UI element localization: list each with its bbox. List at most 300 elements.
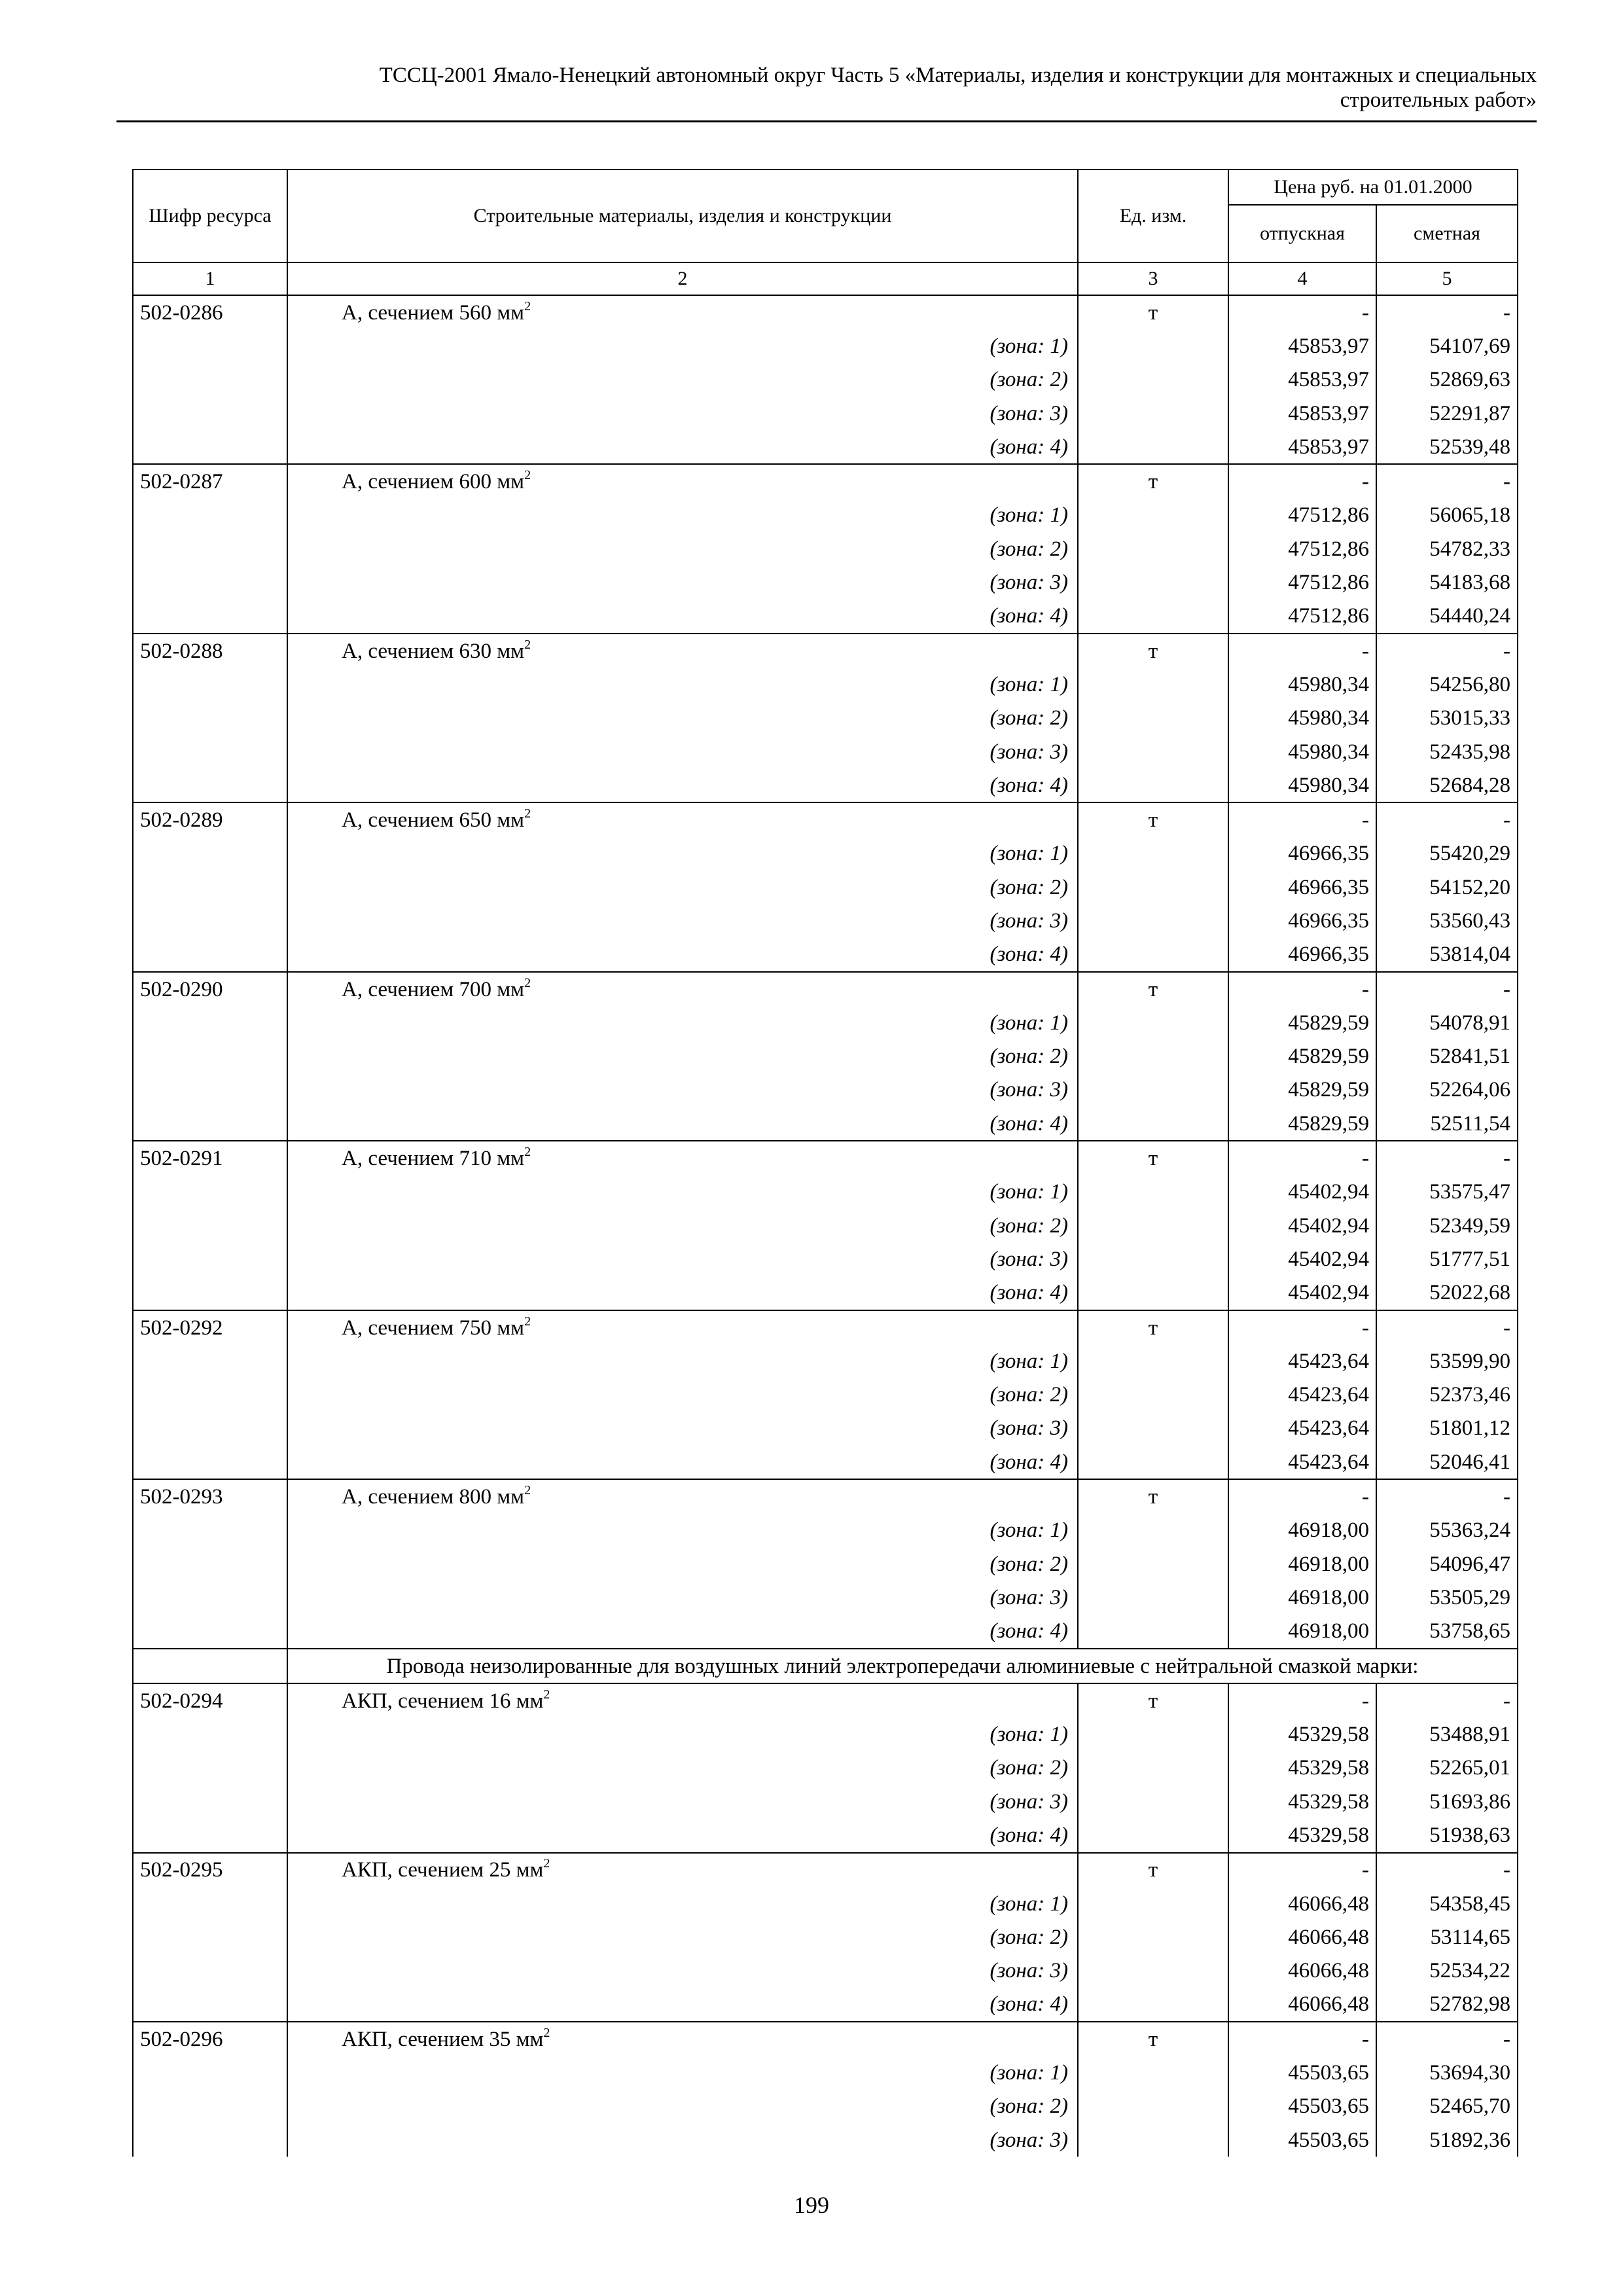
price-release: 45329,58 — [1228, 1818, 1376, 1852]
zone-row — [133, 768, 1518, 802]
zone-unit-cell — [1078, 735, 1228, 768]
price-estimate: 54256,80 — [1376, 668, 1518, 701]
price-release: - — [1228, 802, 1376, 836]
zone-unit-cell — [1078, 870, 1228, 904]
zone-label: (зона: 1) — [287, 329, 1078, 363]
zone-row — [133, 600, 1518, 634]
zone-row — [133, 702, 1518, 735]
zone-label: (зона: 1) — [287, 1514, 1078, 1547]
zone-unit-cell — [1078, 1040, 1228, 1073]
price-release: 47512,86 — [1228, 532, 1376, 565]
zone-code-cell — [133, 600, 287, 634]
zone-row — [133, 1412, 1518, 1445]
zone-label: (зона: 1) — [287, 837, 1078, 870]
price-estimate: 54096,47 — [1376, 1547, 1518, 1581]
price-estimate: 54358,45 — [1376, 1887, 1518, 1920]
price-estimate: - — [1376, 1141, 1518, 1175]
header-rule — [116, 120, 1537, 122]
resource-code: 502-0294 — [133, 1683, 287, 1717]
zone-row — [133, 430, 1518, 464]
zone-label: (зона: 3) — [287, 2123, 1078, 2157]
price-release: - — [1228, 2022, 1376, 2056]
unit-superscript: 2 — [524, 298, 531, 314]
price-estimate: 52046,41 — [1376, 1445, 1518, 1479]
zone-code-cell — [133, 1717, 287, 1751]
zone-label: (зона: 2) — [287, 1547, 1078, 1581]
price-estimate: - — [1376, 464, 1518, 498]
price-estimate: 51938,63 — [1376, 1818, 1518, 1852]
zone-code-cell — [133, 363, 287, 397]
material-name-text: А, сечением 750 мм — [342, 1316, 525, 1340]
material-name-text: А, сечением 700 мм — [342, 977, 525, 1001]
resource-code: 502-0296 — [133, 2022, 287, 2056]
zone-unit-cell — [1078, 1818, 1228, 1852]
zone-unit-cell — [1078, 1445, 1228, 1479]
price-release: 45980,34 — [1228, 702, 1376, 735]
resource-code: 502-0288 — [133, 634, 287, 668]
resource-code: 502-0293 — [133, 1479, 287, 1513]
price-release: 46918,00 — [1228, 1615, 1376, 1649]
zone-label: (зона: 4) — [287, 1276, 1078, 1310]
zone-row — [133, 1581, 1518, 1614]
price-release: 45829,59 — [1228, 1107, 1376, 1141]
zone-label: (зона: 3) — [287, 1954, 1078, 1988]
material-name — [287, 1310, 1078, 1344]
zone-code-cell — [133, 1175, 287, 1209]
price-estimate: 54183,68 — [1376, 565, 1518, 599]
price-release: 45329,58 — [1228, 1785, 1376, 1818]
zone-code-cell — [133, 837, 287, 870]
zone-row — [133, 2090, 1518, 2123]
zone-code-cell — [133, 1547, 287, 1581]
zone-row — [133, 1988, 1518, 2022]
zone-label: (зона: 4) — [287, 1445, 1078, 1479]
zone-row — [133, 1107, 1518, 1141]
price-release: 47512,86 — [1228, 600, 1376, 634]
zone-unit-cell — [1078, 1615, 1228, 1649]
zone-label: (зона: 4) — [287, 600, 1078, 634]
zone-unit-cell — [1078, 1006, 1228, 1039]
price-estimate: 53560,43 — [1376, 904, 1518, 937]
zone-row — [133, 1006, 1518, 1039]
zone-unit-cell — [1078, 1344, 1228, 1378]
table-row — [133, 1479, 1518, 1513]
zone-code-cell — [133, 1412, 287, 1445]
unit-superscript: 2 — [543, 2025, 550, 2040]
price-release: 45423,64 — [1228, 1344, 1376, 1378]
zone-label: (зона: 1) — [287, 1175, 1078, 1209]
zone-code-cell — [133, 1751, 287, 1785]
price-estimate: 53015,33 — [1376, 702, 1518, 735]
zone-label: (зона: 2) — [287, 2090, 1078, 2123]
zone-code-cell — [133, 1209, 287, 1242]
price-release: 46918,00 — [1228, 1547, 1376, 1581]
zone-label: (зона: 3) — [287, 1412, 1078, 1445]
price-estimate: 52465,70 — [1376, 2090, 1518, 2123]
zone-unit-cell — [1078, 1920, 1228, 1954]
zone-code-cell — [133, 1514, 287, 1547]
zone-row — [133, 1209, 1518, 1242]
zone-unit-cell — [1078, 1581, 1228, 1614]
col-number-4: 4 — [1228, 262, 1376, 295]
price-release: 46918,00 — [1228, 1514, 1376, 1547]
price-release: 46966,35 — [1228, 837, 1376, 870]
zone-row — [133, 1378, 1518, 1412]
zone-unit-cell — [1078, 1378, 1228, 1412]
unit-of-measure: т — [1078, 2022, 1228, 2056]
zone-label: (зона: 4) — [287, 1615, 1078, 1649]
price-release: - — [1228, 1853, 1376, 1887]
price-release: 46066,48 — [1228, 1920, 1376, 1954]
table-row — [133, 1141, 1518, 1175]
table-header — [133, 170, 1518, 295]
price-estimate: 52264,06 — [1376, 1073, 1518, 1107]
zone-unit-cell — [1078, 668, 1228, 701]
zone-row — [133, 837, 1518, 870]
material-name-text: А, сечением 630 мм — [342, 639, 525, 663]
price-release: 45402,94 — [1228, 1175, 1376, 1209]
price-release: - — [1228, 1479, 1376, 1513]
zone-row — [133, 1818, 1518, 1852]
price-release: - — [1228, 464, 1376, 498]
price-estimate: - — [1376, 295, 1518, 329]
table-row — [133, 1310, 1518, 1344]
price-release: - — [1228, 1310, 1376, 1344]
resource-code: 502-0289 — [133, 802, 287, 836]
zone-label: (зона: 4) — [287, 430, 1078, 464]
zone-label: (зона: 4) — [287, 938, 1078, 972]
price-release: 47512,86 — [1228, 565, 1376, 599]
price-estimate: 53694,30 — [1376, 2056, 1518, 2089]
zone-code-cell — [133, 1581, 287, 1614]
zone-unit-cell — [1078, 532, 1228, 565]
unit-superscript: 2 — [524, 806, 531, 821]
zone-unit-cell — [1078, 1073, 1228, 1107]
zone-unit-cell — [1078, 1175, 1228, 1209]
zone-row — [133, 735, 1518, 768]
zone-label: (зона: 4) — [287, 1988, 1078, 2022]
zone-unit-cell — [1078, 1276, 1228, 1310]
price-estimate: 53575,47 — [1376, 1175, 1518, 1209]
header-line-1: ТССЦ-2001 Ямало-Ненецкий автономный округ Часть 5 «Материалы, изделия и конструкции для монтажных и специальных — [379, 63, 1537, 87]
price-estimate: 52435,98 — [1376, 735, 1518, 768]
zone-unit-cell — [1078, 1751, 1228, 1785]
price-estimate: 51777,51 — [1376, 1242, 1518, 1276]
price-estimate: 52841,51 — [1376, 1040, 1518, 1073]
zone-code-cell — [133, 1445, 287, 1479]
price-estimate: - — [1376, 634, 1518, 668]
price-estimate: 52291,87 — [1376, 397, 1518, 430]
unit-of-measure: т — [1078, 1310, 1228, 1344]
zone-unit-cell — [1078, 329, 1228, 363]
price-estimate: 52684,28 — [1376, 768, 1518, 802]
table-row — [133, 972, 1518, 1006]
price-estimate: 54152,20 — [1376, 870, 1518, 904]
zone-row — [133, 2123, 1518, 2157]
header-line-2: строительных работ» — [1340, 88, 1537, 112]
price-release: - — [1228, 295, 1376, 329]
zone-code-cell — [133, 1818, 287, 1852]
unit-superscript: 2 — [543, 1687, 550, 1702]
price-table — [132, 169, 1518, 2157]
zone-row — [133, 1547, 1518, 1581]
zone-unit-cell — [1078, 2090, 1228, 2123]
unit-superscript: 2 — [543, 1856, 550, 1871]
zone-label: (зона: 2) — [287, 1378, 1078, 1412]
price-release: 45829,59 — [1228, 1073, 1376, 1107]
zone-unit-cell — [1078, 837, 1228, 870]
zone-unit-cell — [1078, 1785, 1228, 1818]
price-release: 45829,59 — [1228, 1006, 1376, 1039]
price-estimate: 52265,01 — [1376, 1751, 1518, 1785]
material-name-text: АКП, сечением 25 мм — [342, 1858, 544, 1882]
page-number: 199 — [794, 2192, 829, 2218]
zone-code-cell — [133, 1276, 287, 1310]
material-name-text: А, сечением 800 мм — [342, 1485, 525, 1509]
zone-label: (зона: 2) — [287, 1751, 1078, 1785]
zone-row — [133, 1785, 1518, 1818]
unit-superscript: 2 — [524, 1145, 531, 1160]
zone-unit-cell — [1078, 1209, 1228, 1242]
price-release: - — [1228, 1683, 1376, 1717]
unit-superscript: 2 — [524, 975, 531, 990]
material-name — [287, 802, 1078, 836]
zone-label: (зона: 3) — [287, 1073, 1078, 1107]
price-release: 45423,64 — [1228, 1412, 1376, 1445]
zone-label: (зона: 1) — [287, 1006, 1078, 1039]
price-estimate: 56065,18 — [1376, 499, 1518, 532]
zone-code-cell — [133, 2056, 287, 2089]
price-estimate: 53758,65 — [1376, 1615, 1518, 1649]
zone-code-cell — [133, 668, 287, 701]
zone-label: (зона: 3) — [287, 565, 1078, 599]
material-name — [287, 1683, 1078, 1717]
zone-code-cell — [133, 1344, 287, 1378]
zone-row — [133, 397, 1518, 430]
col-number-1: 1 — [133, 262, 287, 295]
price-estimate: 51892,36 — [1376, 2123, 1518, 2157]
zone-label: (зона: 1) — [287, 1344, 1078, 1378]
unit-superscript: 2 — [524, 1314, 531, 1329]
zone-row — [133, 363, 1518, 397]
zone-row — [133, 1615, 1518, 1649]
price-estimate: 55363,24 — [1376, 1514, 1518, 1547]
zone-code-cell — [133, 1040, 287, 1073]
zone-code-cell — [133, 1107, 287, 1141]
table-row — [133, 634, 1518, 668]
price-estimate: - — [1376, 1310, 1518, 1344]
unit-of-measure: т — [1078, 295, 1228, 329]
zone-unit-cell — [1078, 2056, 1228, 2089]
zone-row — [133, 938, 1518, 972]
zone-row — [133, 499, 1518, 532]
col-number-3: 3 — [1078, 262, 1228, 295]
zone-code-cell — [133, 1073, 287, 1107]
zone-row — [133, 904, 1518, 937]
price-release: 46966,35 — [1228, 938, 1376, 972]
section-code-cell — [133, 1649, 287, 1683]
price-release: 45329,58 — [1228, 1751, 1376, 1785]
zone-label: (зона: 2) — [287, 363, 1078, 397]
zone-unit-cell — [1078, 363, 1228, 397]
zone-label: (зона: 3) — [287, 1785, 1078, 1818]
zone-unit-cell — [1078, 904, 1228, 937]
price-estimate: 53114,65 — [1376, 1920, 1518, 1954]
material-name-text: А, сечением 650 мм — [342, 808, 525, 833]
zone-label: (зона: 3) — [287, 1242, 1078, 1276]
material-name — [287, 2022, 1078, 2056]
zone-row — [133, 1887, 1518, 1920]
material-name-text: А, сечением 600 мм — [342, 470, 525, 494]
price-release: 45503,65 — [1228, 2123, 1376, 2157]
price-estimate: 55420,29 — [1376, 837, 1518, 870]
price-release: 45853,97 — [1228, 329, 1376, 363]
zone-unit-cell — [1078, 1717, 1228, 1751]
unit-of-measure: т — [1078, 802, 1228, 836]
col-header-name: Строительные материалы, изделия и конструкции — [287, 170, 1078, 262]
zone-label: (зона: 2) — [287, 702, 1078, 735]
zone-code-cell — [133, 1006, 287, 1039]
price-estimate: - — [1376, 972, 1518, 1006]
price-estimate: - — [1376, 1853, 1518, 1887]
zone-code-cell — [133, 499, 287, 532]
price-release: 45503,65 — [1228, 2056, 1376, 2089]
zone-code-cell — [133, 904, 287, 937]
price-estimate: 53814,04 — [1376, 938, 1518, 972]
section-row — [133, 1649, 1518, 1683]
zone-row — [133, 1175, 1518, 1209]
zone-label: (зона: 1) — [287, 1717, 1078, 1751]
resource-code: 502-0286 — [133, 295, 287, 329]
zone-unit-cell — [1078, 430, 1228, 464]
zone-label: (зона: 2) — [287, 1040, 1078, 1073]
col-header-code: Шифр ресурса — [133, 170, 287, 262]
zone-unit-cell — [1078, 1242, 1228, 1276]
zone-label: (зона: 2) — [287, 532, 1078, 565]
zone-code-cell — [133, 1954, 287, 1988]
zone-label: (зона: 1) — [287, 2056, 1078, 2089]
price-release: 46966,35 — [1228, 904, 1376, 937]
zone-row — [133, 1040, 1518, 1073]
zone-unit-cell — [1078, 565, 1228, 599]
material-name — [287, 1853, 1078, 1887]
price-estimate: - — [1376, 2022, 1518, 2056]
zone-code-cell — [133, 1242, 287, 1276]
price-estimate: 54440,24 — [1376, 600, 1518, 634]
zone-label: (зона: 1) — [287, 668, 1078, 701]
zone-code-cell — [133, 565, 287, 599]
col-header-price-group: Цена руб. на 01.01.2000 — [1228, 170, 1518, 205]
material-name-text: АКП, сечением 16 мм — [342, 1689, 544, 1713]
price-estimate: 53488,91 — [1376, 1717, 1518, 1751]
zone-code-cell — [133, 2123, 287, 2157]
price-release: 45853,97 — [1228, 363, 1376, 397]
section-title: Провода неизолированные для воздушных линий электропередачи алюминиевые с нейтральной смазкой марки: — [287, 1649, 1518, 1683]
price-estimate: - — [1376, 802, 1518, 836]
zone-row — [133, 1717, 1518, 1751]
zone-label: (зона: 4) — [287, 1107, 1078, 1141]
price-release: 45402,94 — [1228, 1209, 1376, 1242]
zone-unit-cell — [1078, 1954, 1228, 1988]
table-body — [133, 295, 1518, 2157]
col-number-2: 2 — [287, 262, 1078, 295]
zone-label: (зона: 4) — [287, 768, 1078, 802]
zone-row — [133, 565, 1518, 599]
zone-unit-cell — [1078, 1107, 1228, 1141]
running-header — [116, 63, 1537, 113]
price-estimate: 52869,63 — [1376, 363, 1518, 397]
zone-unit-cell — [1078, 600, 1228, 634]
zone-unit-cell — [1078, 768, 1228, 802]
zone-row — [133, 1514, 1518, 1547]
zone-code-cell — [133, 329, 287, 363]
price-estimate: 51801,12 — [1376, 1412, 1518, 1445]
zone-code-cell — [133, 768, 287, 802]
price-release: 46918,00 — [1228, 1581, 1376, 1614]
price-release: - — [1228, 972, 1376, 1006]
price-estimate: 52373,46 — [1376, 1378, 1518, 1412]
table-row — [133, 802, 1518, 836]
col-header-price-release: отпускная — [1228, 205, 1376, 262]
zone-label: (зона: 2) — [287, 870, 1078, 904]
price-release: 46066,48 — [1228, 1988, 1376, 2022]
table-row — [133, 464, 1518, 498]
zone-code-cell — [133, 1887, 287, 1920]
zone-row — [133, 2056, 1518, 2089]
zone-unit-cell — [1078, 1988, 1228, 2022]
zone-label: (зона: 2) — [287, 1209, 1078, 1242]
resource-code: 502-0292 — [133, 1310, 287, 1344]
zone-unit-cell — [1078, 1547, 1228, 1581]
unit-superscript: 2 — [524, 637, 531, 652]
zone-code-cell — [133, 430, 287, 464]
zone-row — [133, 1073, 1518, 1107]
col-number-5: 5 — [1376, 262, 1518, 295]
price-estimate: 52022,68 — [1376, 1276, 1518, 1310]
price-release: 45423,64 — [1228, 1378, 1376, 1412]
zone-unit-cell — [1078, 2123, 1228, 2157]
material-name — [287, 634, 1078, 668]
price-release: 46066,48 — [1228, 1954, 1376, 1988]
zone-code-cell — [133, 1988, 287, 2022]
price-estimate: - — [1376, 1683, 1518, 1717]
zone-row — [133, 329, 1518, 363]
resource-code: 502-0295 — [133, 1853, 287, 1887]
zone-code-cell — [133, 397, 287, 430]
price-release: 45829,59 — [1228, 1040, 1376, 1073]
zone-label: (зона: 3) — [287, 904, 1078, 937]
zone-unit-cell — [1078, 499, 1228, 532]
price-estimate: 51693,86 — [1376, 1785, 1518, 1818]
table-row — [133, 295, 1518, 329]
price-release: 45402,94 — [1228, 1242, 1376, 1276]
zone-label: (зона: 2) — [287, 1920, 1078, 1954]
unit-of-measure: т — [1078, 1683, 1228, 1717]
price-release: 45329,58 — [1228, 1717, 1376, 1751]
material-name-text: А, сечением 560 мм — [342, 300, 525, 325]
material-name-text: АКП, сечением 35 мм — [342, 2027, 544, 2051]
price-estimate: 54782,33 — [1376, 532, 1518, 565]
zone-code-cell — [133, 1615, 287, 1649]
zone-row — [133, 1954, 1518, 1988]
zone-label: (зона: 3) — [287, 735, 1078, 768]
unit-of-measure: т — [1078, 634, 1228, 668]
price-release: 45503,65 — [1228, 2090, 1376, 2123]
zone-row — [133, 532, 1518, 565]
zone-label: (зона: 3) — [287, 397, 1078, 430]
zone-code-cell — [133, 870, 287, 904]
unit-of-measure: т — [1078, 972, 1228, 1006]
